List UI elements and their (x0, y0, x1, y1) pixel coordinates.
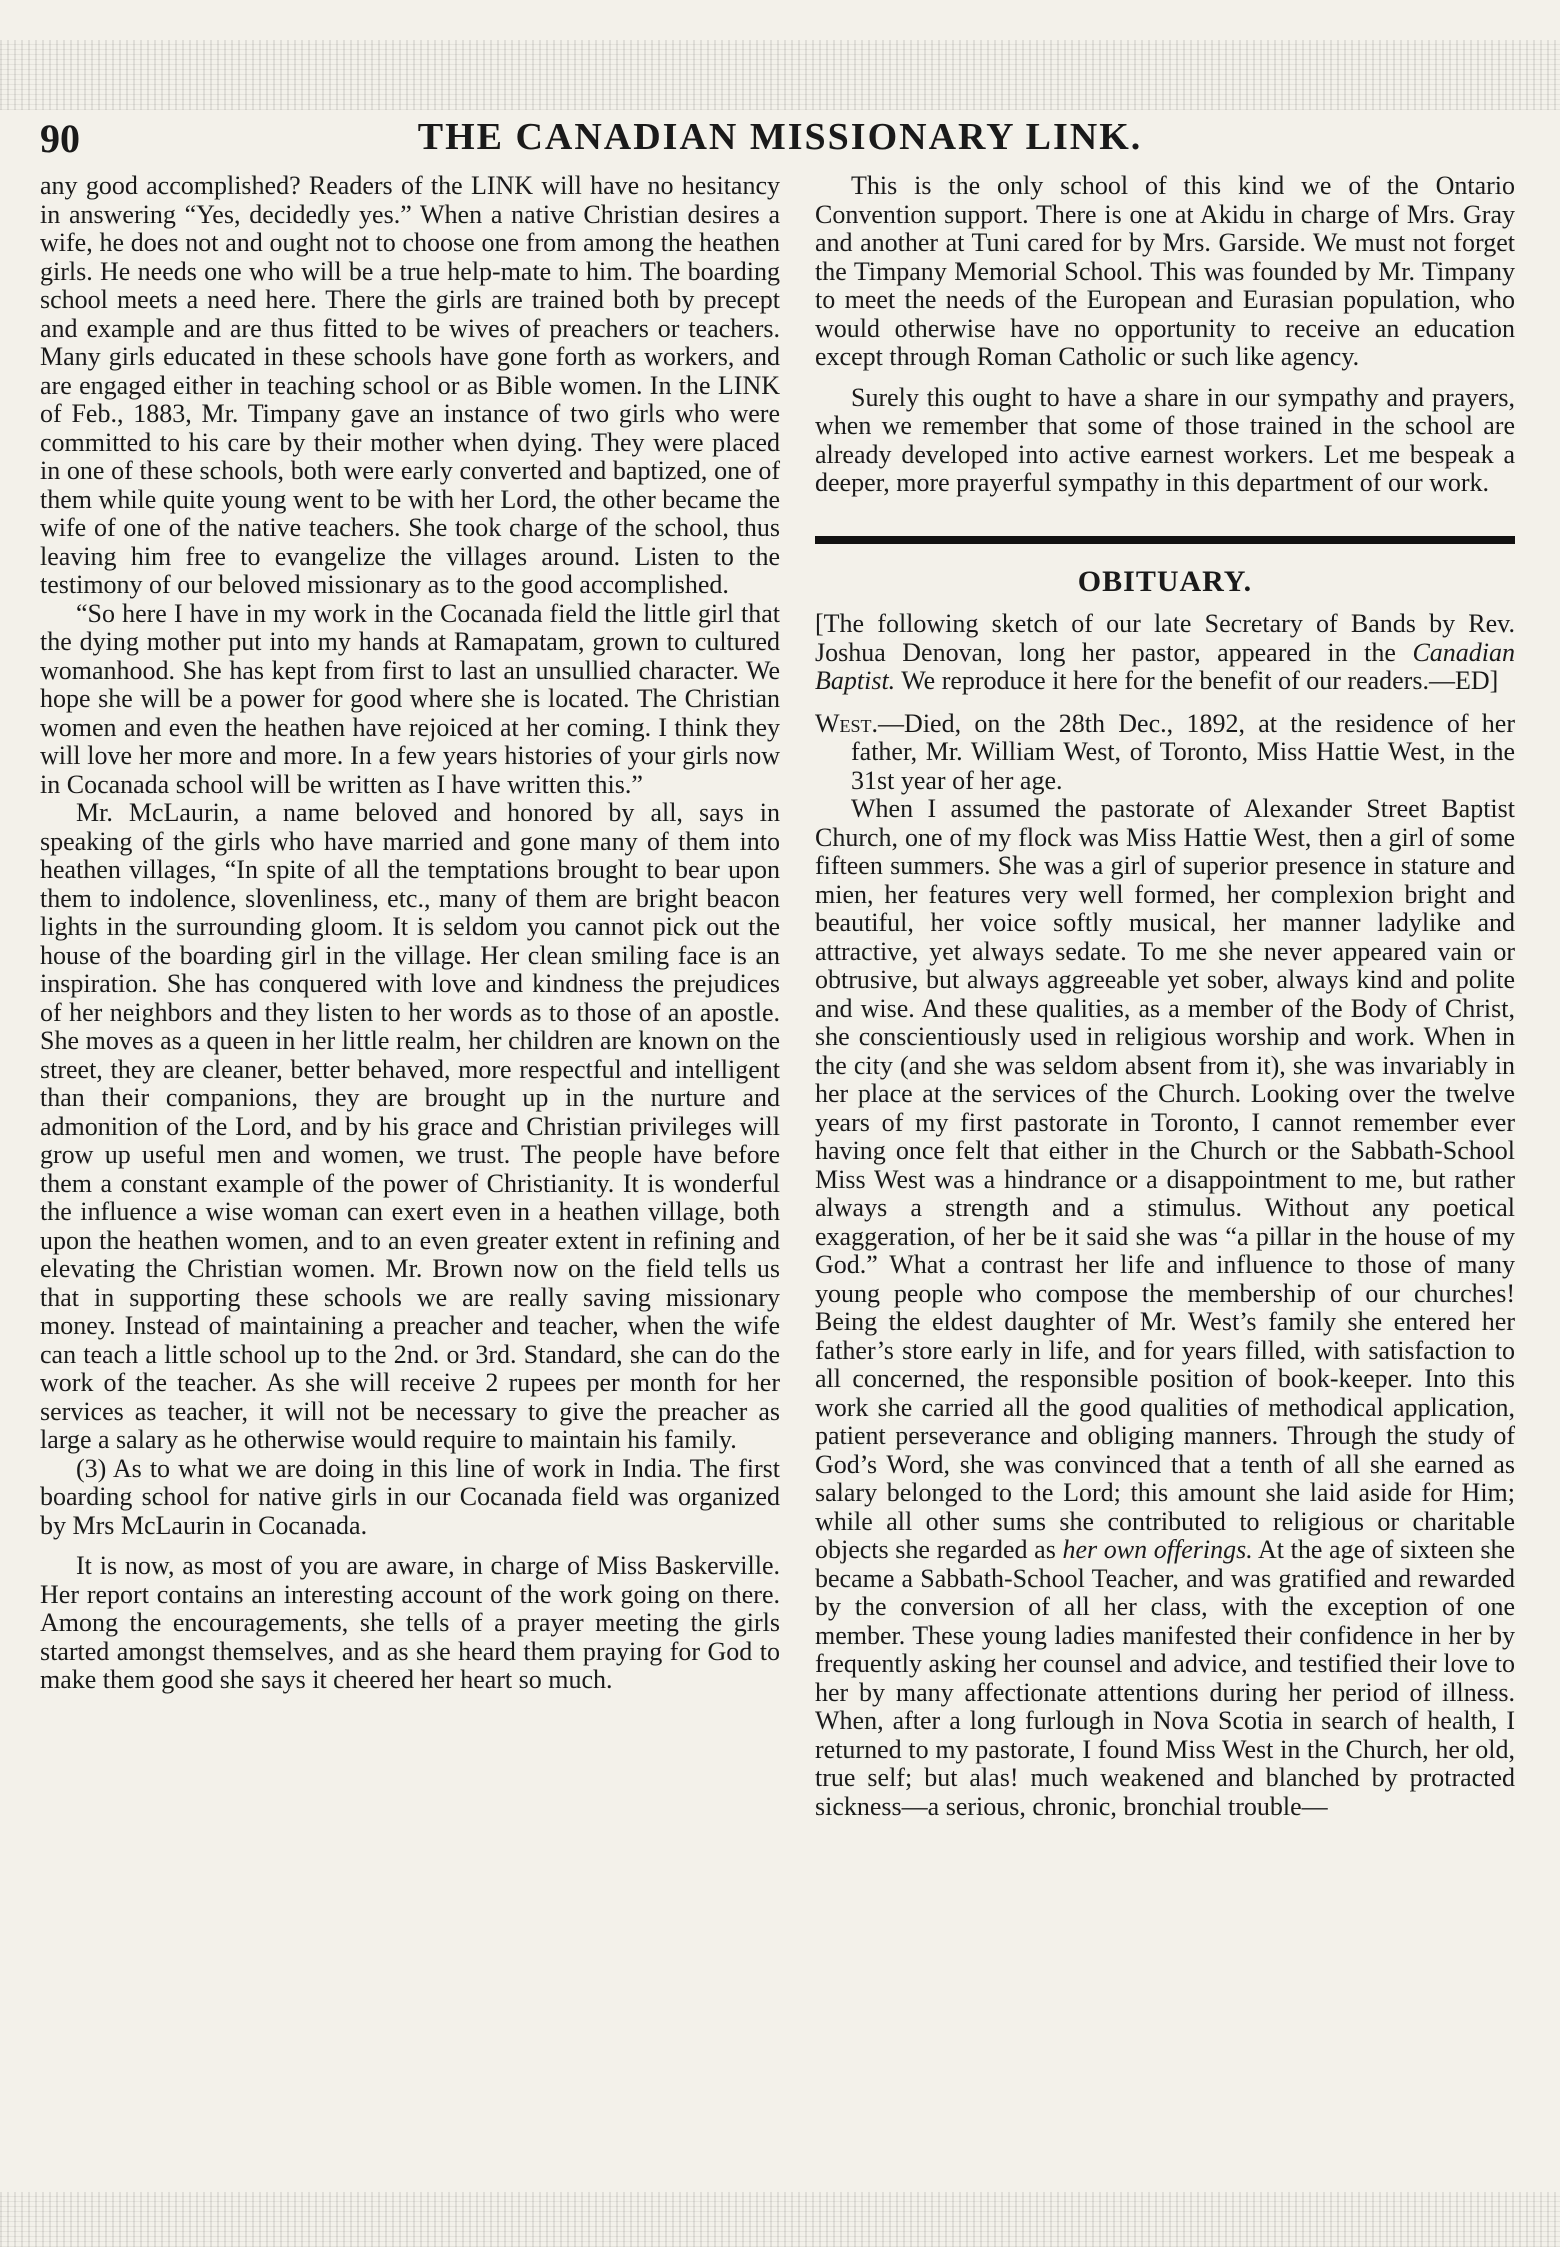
obituary-body-end: At the age of sixteen she became a Sabbath-School Teacher, and was gratified and rewarded by the conversion of all her class, with the exception of one member. These young ladies manifested their confidence in her by frequently asking her counsel and advice, and testified their love to her by many affectionate attentions during her period of illness. When, after a long furlough in Nova Scotia in search of health, I returned to my pastorate, I found Miss West in the Church, her old, true self; but alas! much weakened and blanched by protracted sickness—a serious, chronic, bronchial trouble— (815, 1535, 1516, 1821)
left-column (40, 172, 780, 1695)
obituary-heading: OBITUARY. (1077, 564, 1253, 598)
left-paragraph-4: (3) As to what we are doing in this line of work in India. The first boarding school for native girls in our Cocanada field was organized by Mrs McLaurin in Cocanada. (40, 1453, 780, 1540)
right-paragraph-2: Surely this ought to have a share in our sympathy and prayers, when we remember that some of those trained in the school are already developed into active earnest workers. Let me bespeak a deeper, more prayerful sympathy in this department of our work. (815, 382, 1515, 497)
obituary-body-text: When I assumed the pastorate of Alexander Street Baptist Church, one of my flock was Miss Hattie West, then a girl of some fifteen summers. She was a girl of superior presence in stature and mien, her features very well formed, her complexion bright and beautiful, her voice softly musical, her manner ladylike and attractive, yet always sedate. To me she never appeared vain or obtrusive, but always aggreeable yet sober, always kind and polite and wise. And these qualities, as a member of the Body of Christ, she conscientiously used in religious worship and work. When in the city (and she was seldom absent from it), she was invariably in her place at the services of the Church. Looking over the twelve years of my first pastorate in Toronto, I cannot remember ever having once felt that either in the Church or the Sabbath-School Miss West was a hindrance or a disappointment to me, but rather always a strength and a stimulus. Without any poetical exaggeration, of her be it said she was “a pillar in the house of my God.” What a contrast her life and influence to those of many young people who compose the membership of our churches! Being the eldest daughter of Mr. West’s family she entered her father’s store early in life, and for years filled, with satisfaction to all concerned, the responsible position of book-keeper. Into this work she carried all the good qualities of methodical application, patient perseverance and obliging manners. Through the study of God’s Word, she was convinced that a tenth of all she earned as salary belonged to the Lord; this amount she laid aside for Him; while all other sums she contributed to religious or charitable objects she regarded as (815, 794, 1515, 1564)
obituary-body (815, 795, 1515, 1821)
death-notice (815, 710, 1515, 796)
obituary-intro-b: We reproduce it here for the benefit of our readers.—ED] (901, 666, 1499, 695)
obituary-intro-source: Canadian Baptist. (815, 637, 1516, 695)
obituary-intro-a: [The following sketch of our late Secretary of Bands by Rev. Joshua Denovan, long her pastor, appeared in the (815, 609, 1515, 667)
masthead: THE CANADIAN MISSIONARY LINK. (417, 116, 1143, 158)
left-paragraph-5: It is now, as most of you are aware, in charge of Miss Baskerville. Her report contains an interesting account of the work going on there. Among the encouragements, she tells of a prayer meeting the girls started amongst themselves, and as she heard them praying for God to make them good she says it cheered her heart so much. (40, 1551, 780, 1694)
page-header (40, 115, 1520, 165)
death-notice-lead: West. (815, 708, 879, 738)
left-paragraph-2: “So here I have in my work in the Cocanada field the little girl that the dying mother put into my hands at Ramapatam, grown to cultured womanhood. She has kept from first to last an unsullied character. We hope she will be a power for good where she is located. The Christian women and even the heathen have rejoiced at her coming. I think they will love her more and more. In a few years histories of your girls now in Cocanada school will be written as I have written this.” (40, 598, 780, 799)
print-noise-bottom (0, 2192, 1560, 2247)
obituary-body-italic: her own offerings. (1062, 1535, 1253, 1564)
death-notice-text: —Died, on the 28th Dec., 1892, at the residence of her father, Mr. William West, of Toronto, Miss Hattie West, in the 31st year of her age. (851, 708, 1515, 795)
print-noise-top (0, 40, 1560, 110)
obituary-intro (815, 610, 1515, 696)
left-paragraph-3: Mr. McLaurin, a name beloved and honored by all, says in speaking of the girls who have married and gone many of them into heathen villages, “In spite of all the temptations brought to bear upon them to indolence, slovenliness, etc., many of them are bright beacon lights in the surrounding gloom. It is seldom you cannot pick out the house of the boarding girl in the village. Her clean smiling face is an inspiration. She has conquered with love and kindness the prejudices of her neighbors and they listen to her words as to those of an apostle. She moves as a queen in her little realm, her children are known on the street, they are cleaner, better behaved, more respectful and intelligent than their companions, they are brought up in the nurture and admonition of the Lord, and by his grace and Christian privileges will grow up useful men and women, we trust. The people have before them a constant example of the power of Christianity. It is wonderful the influence a wise woman can exert even in a heathen village, both upon the heathen women, and to an even greater extent in refining and elevating the Christian women. Mr. Brown now on the field tells us that in supporting these schools we are really saving missionary money. Instead of maintaining a preacher and teacher, when the wife can teach a little school up to the 2nd. or 3rd. Standard, she can do the work of the teacher. As she will receive 2 rupees per month for her services as teacher, it will not be necessary to give the preacher as large a salary as he otherwise would require to maintain his family. (40, 798, 780, 1454)
page-number: 90 (40, 116, 80, 161)
right-column (815, 172, 1515, 1821)
right-paragraph-1: This is the only school of this kind we of the Ontario Convention support. There is one at Akidu in charge of Mrs. Gray and another at Tuni cared for by Mrs. Garside. We must not forget the Timpany Memorial School. This was founded by Mr. Timpany to meet the needs of the European and Eurasian population, who would otherwise have no opportunity to receive an education except through Roman Catholic or such like agency. (815, 171, 1515, 371)
section-divider (815, 536, 1515, 544)
left-paragraph-1: any good accomplished? Readers of the LINK will have no hesitancy in answering “Yes, decidedly yes.” When a native Christian desires a wife, he does not and ought not to choose one from among the heathen girls. He needs one who will be a true help-mate to him. The boarding school meets a need here. There the girls are trained both by precept and example and are thus fitted to be wives of preachers or teachers. Many girls educated in these schools have gone forth as workers, and are engaged either in teaching school or as Bible women. In the LINK of Feb., 1883, Mr. Timpany gave an instance of two girls who were committed to his care by their mother when dying. They were placed in one of these schools, both were early converted and baptized, one of them while quite young went to be with her Lord, the other became the wife of one of the native teachers. She took charge of the school, thus leaving him free to evangelize the villages around. Listen to the testimony of our beloved missionary as to the good accomplished. (40, 171, 780, 599)
